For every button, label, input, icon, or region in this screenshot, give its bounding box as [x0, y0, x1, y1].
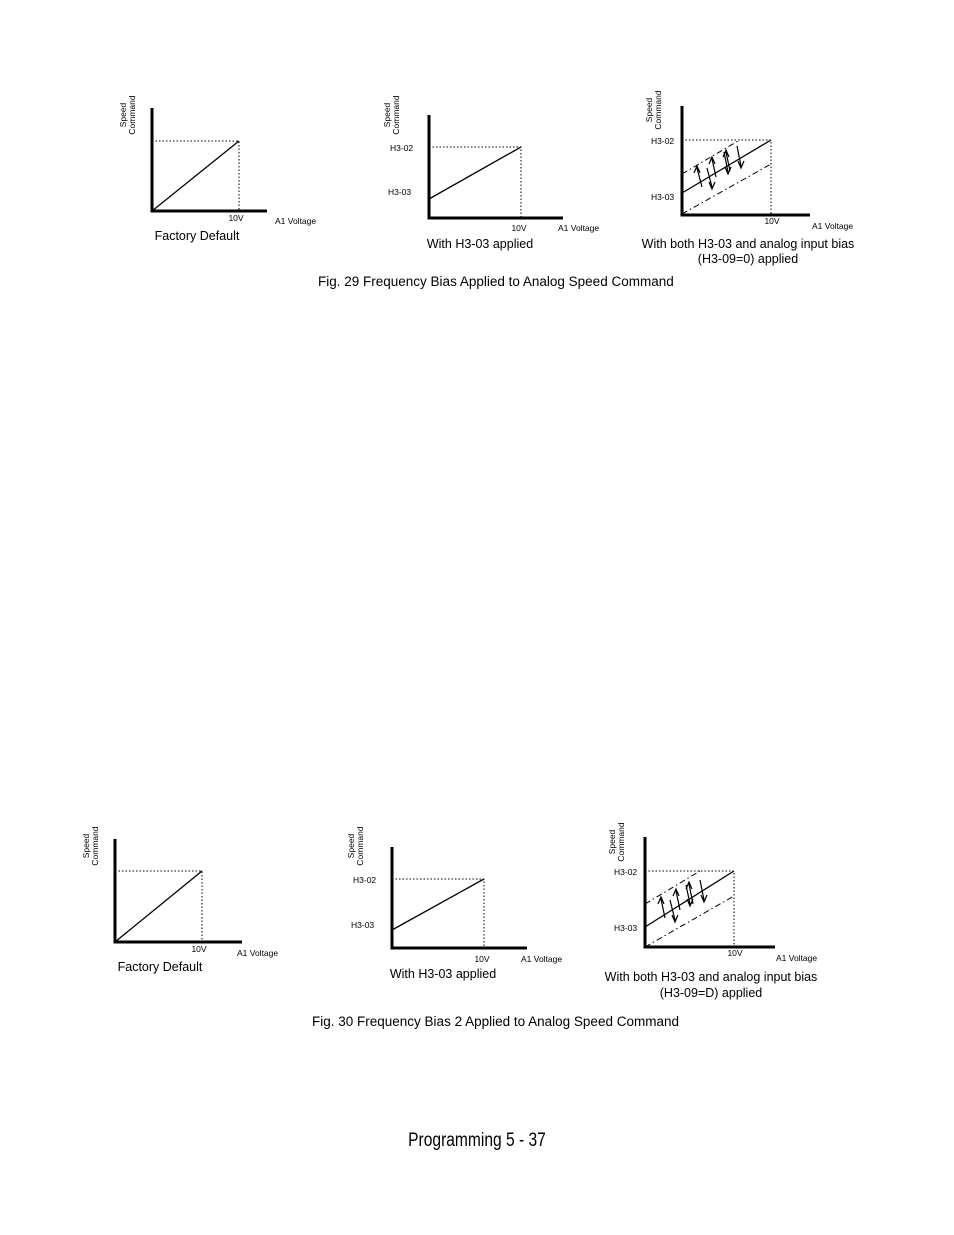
bias-arrows [658, 880, 707, 922]
x-axis-label: A1 Voltage [275, 216, 317, 226]
y-axis-label-line1: Speed [346, 833, 356, 859]
graph-h3-03-applied [346, 826, 562, 964]
axes [392, 847, 527, 948]
h3-02-label: H3-02 [614, 867, 638, 877]
figure-30 [0, 800, 954, 1040]
axes [152, 108, 267, 211]
graph-h3-03-and-bias [607, 822, 817, 963]
x-axis-label: A1 Voltage [776, 953, 818, 963]
x-tick-10v: 10V [228, 213, 244, 223]
y-axis-label-line1: Speed [118, 102, 128, 128]
caption-line: Factory Default [117, 960, 203, 974]
caption-h3-03-and-bias [628, 237, 868, 267]
caption-line: With H3-03 applied [426, 237, 534, 251]
graph-h3-03-applied [382, 95, 599, 233]
max-guide [392, 879, 484, 948]
h3-02-label: H3-02 [353, 875, 377, 885]
y-axis-label-line2: Command [90, 826, 100, 866]
command-line [392, 879, 484, 930]
y-axis-label-line2: Command [653, 90, 663, 130]
command-line [152, 141, 239, 211]
y-axis-label-line1: Speed [644, 97, 654, 123]
caption-line: Factory Default [154, 229, 240, 243]
x-tick-10v: 10V [511, 223, 527, 233]
graph-factory-default [81, 826, 278, 958]
caption-line-1: With both H3-03 and analog input bias [604, 970, 818, 984]
y-axis-label-line2: Command [391, 95, 401, 135]
axes [682, 106, 810, 215]
graph-factory-default [118, 95, 316, 226]
caption-line: With H3-03 applied [389, 967, 497, 981]
h3-03-label: H3-03 [351, 920, 375, 930]
y-axis-label-line2: Command [127, 95, 137, 135]
x-tick-10v: 10V [764, 216, 780, 226]
x-axis-label: A1 Voltage [812, 221, 854, 231]
caption-factory-default [97, 229, 297, 243]
axes [429, 115, 563, 218]
caption-h3-03-and-bias [591, 969, 831, 1001]
y-axis-label-line2: Command [616, 822, 626, 862]
h3-02-label: H3-02 [651, 136, 675, 146]
figure-29-title: Fig. 29 Frequency Bias Applied to Analog Speed Command [318, 274, 674, 289]
h3-03-label: H3-03 [388, 187, 412, 197]
x-tick-10v: 10V [474, 954, 490, 964]
max-guide [429, 147, 521, 218]
h3-03-label: H3-03 [651, 192, 675, 202]
x-tick-10v: 10V [727, 948, 743, 958]
caption-h3-03-applied [380, 237, 580, 251]
h3-03-label: H3-03 [614, 923, 638, 933]
x-axis-label: A1 Voltage [521, 954, 563, 964]
y-axis-label-line1: Speed [382, 102, 392, 128]
y-axis-label-line2: Command [355, 826, 365, 866]
x-axis-label: A1 Voltage [237, 948, 279, 958]
caption-line-2: (H3-09=D) applied [659, 986, 763, 1000]
page-footer: Programming 5 - 37 [408, 1130, 546, 1151]
x-tick-10v: 10V [191, 944, 207, 954]
caption-line-2: (H3-09=0) applied [697, 252, 799, 266]
command-line [429, 147, 521, 199]
figure-30-graphs [0, 800, 954, 1040]
command-line [115, 871, 202, 942]
caption-h3-03-applied [343, 967, 543, 981]
y-axis-label-line1: Speed [81, 833, 91, 859]
x-axis-label: A1 Voltage [558, 223, 600, 233]
caption-line-1: With both H3-03 and analog input bias [641, 237, 855, 251]
y-axis-label-line1: Speed [607, 829, 617, 855]
h3-02-label: H3-02 [390, 143, 414, 153]
graph-h3-03-and-bias [644, 90, 853, 231]
figure-29 [0, 60, 954, 300]
caption-factory-default [60, 960, 260, 974]
figure-30-title: Fig. 30 Frequency Bias 2 Applied to Analog Speed Command [312, 1014, 679, 1029]
